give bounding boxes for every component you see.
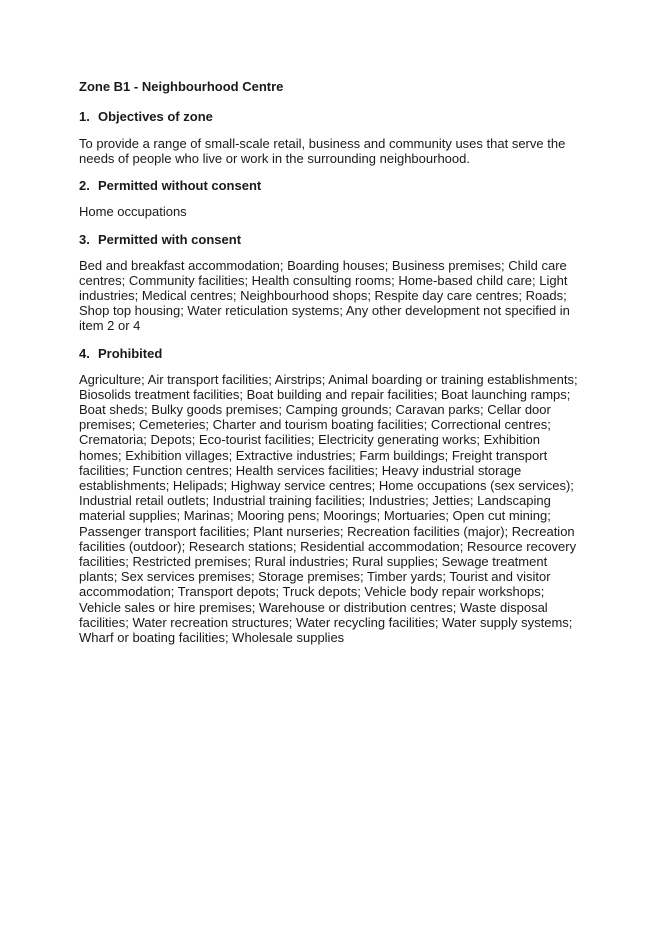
document-page xyxy=(79,78,579,645)
section-body-prohibited: Agriculture; Air transport facilities; Airstrips; Animal boarding or training establishments; Biosolids treatment facilities; Boat building and repair facilities; Boat launching ramps; Boat sheds; Bulky goods premises; Camping grounds; Caravan parks; Cellar door premises; Cemeteries; Charter and tourism boating facilities; Correctional centres; Crematoria; Depots; Eco-tourist facilities; Electricity generating works; Exhibition homes; Exhibition villages; Extractive industries; Farm buildings; Freight transport facilities; Function centres; Health services facilities; Heavy industrial storage establishments; Helipads; Highway service centres; Home occupations (sex services); Industrial retail outlets; Industrial training facilities; Industries; Jetties; Landscaping material supplies; Marinas; Mooring pens; Moorings; Mortuaries; Open cut mining; Passenger transport facilities; Plant nurseries; Recreation facilities (major); Recreation facilities (outdoor); Research stations; Residential accommodation; Resource recovery facilities; Restricted premises; Rural industries; Rural supplies; Sewage treatment plants; Sex services premises; Storage premises; Timber yards; Tourist and visitor accommodation; Transport depots; Truck depots; Vehicle body repair workshops; Vehicle sales or hire premises; Warehouse or distribution centres; Waste disposal facilities; Water recreation structures; Water recycling facilities; Water supply systems; Wharf or boating facilities; Wholesale supplies xyxy=(79,371,578,646)
section-heading-permitted-without-consent xyxy=(79,177,579,194)
section-heading-text: Prohibited xyxy=(98,345,163,361)
section-heading-objectives xyxy=(79,108,579,125)
section-heading-prohibited xyxy=(79,345,579,362)
zone-title: Zone B1 - Neighbourhood Centre xyxy=(79,79,284,94)
section-heading-permitted-with-consent xyxy=(79,231,579,248)
section-heading-text: Objectives of zone xyxy=(98,109,213,124)
section-heading-text: Permitted with consent xyxy=(98,231,242,247)
section-number: 1. xyxy=(79,109,90,124)
section-body-objectives: To provide a range of small-scale retail, business and community uses that serve the needs of people who live or work in the surrounding neighbourhood. xyxy=(79,136,566,167)
section-body-permitted-without-consent: Home occupations xyxy=(79,204,187,220)
section-heading-text: Permitted without consent xyxy=(98,178,262,194)
section-number: 4. xyxy=(79,345,90,361)
section-body-permitted-with-consent: Bed and breakfast accommodation; Boarding houses; Business premises; Child care centres; Community facilities; Health consulting rooms; Home-based child care; Light industries; Medical centres; Neighbourhood shops; Respite day care centres; Roads; Shop top housing; Water reticulation systems; Any other development not specified in item 2 or 4 xyxy=(79,257,570,334)
section-number: 2. xyxy=(79,178,90,194)
section-number: 3. xyxy=(79,231,90,247)
